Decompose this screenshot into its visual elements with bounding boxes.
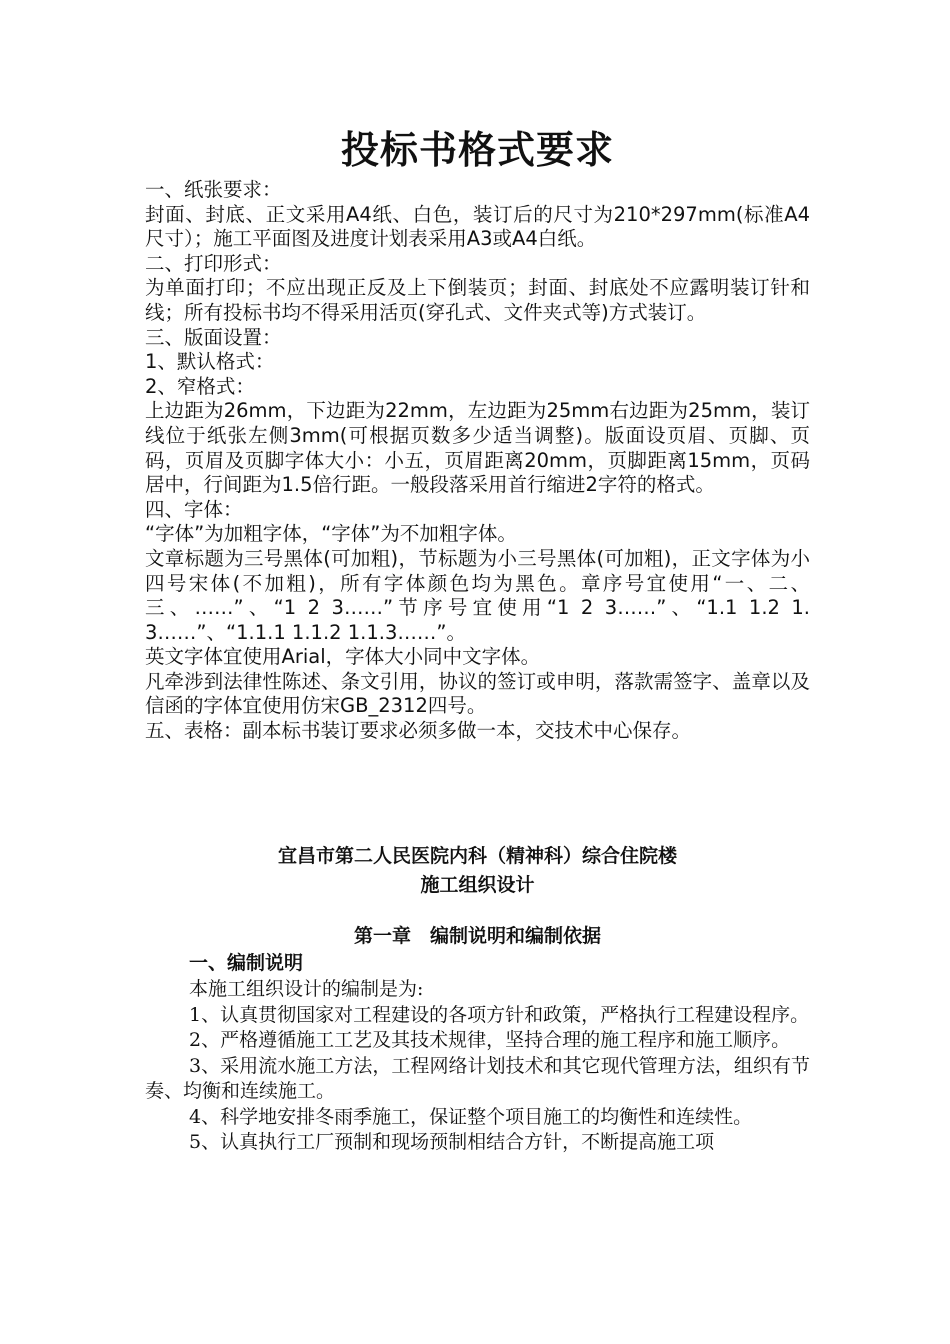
item-narrow-format: 2、窄格式： [145, 374, 255, 398]
item-default-format: 1、默认格式： [145, 350, 275, 374]
project-subtitle: 施工组织设计 [420, 874, 535, 896]
doc-title: 投标书格式要求 [340, 128, 614, 172]
paragraph-item-3: 3、采用流水施工方法，工程网络计划技术和其它现代管理方法，组织有节奏、均衡和连续施工。 [145, 1054, 810, 1102]
heading-tables: 五、表格：副本标书装订要求必须多做一本，交技术中心保存。 [145, 719, 692, 743]
project-title: 宜昌市第二人民医院内科（精神科）综合住院楼 [277, 845, 677, 867]
heading-fonts: 四、字体： [145, 497, 243, 521]
bid-format-requirements [145, 124, 810, 744]
paragraph-paper: 封面、封底、正文采用A4纸、白色，装订后的尺寸为210*297mm(标准A4尺寸）；施工平面图及进度计划表采用A3或A4白纸。 [145, 202, 810, 251]
heading-layout: 三、版面设置： [145, 325, 282, 349]
paragraph-legal-font: 凡牵涉到法律性陈述、条文引用，协议的签订或申明，落款需签字、盖章以及信函的字体宜使用仿宋GB_2312四号。 [145, 669, 810, 718]
paragraph-intro: 本施工组织设计的编制是为: [189, 978, 424, 1000]
paragraph-english-font: 英文字体宜使用Arial，字体大小同中文字体。 [145, 645, 541, 669]
heading-printing: 二、打印形式： [145, 251, 282, 275]
paragraph-item-2: 2、严格遵循施工工艺及其技术规律，坚持合理的施工程序和施工顺序。 [189, 1029, 791, 1051]
paragraph-item-1: 1、认真贯彻国家对工程建设的各项方针和政策，严格执行工程建设程序。 [189, 1003, 810, 1026]
paragraph-item-4: 4、科学地安排冬雨季施工，保证整个项目施工的均衡性和连续性。 [189, 1105, 753, 1128]
chapter-title: 第一章 编制说明和编制依据 [353, 925, 601, 947]
section-title: 一、编制说明 [189, 952, 304, 974]
paragraph-font-sizes: 文章标题为三号黑体(可加粗)，节标题为小三号黑体(可加粗)，正文字体为小四号宋体(不加粗)，所有字体颜色均为黑色。章序号宜使用“一、二、三、……”、“1 2 3……”节序号宜使用“1 2 3……”、“1.1 1.2 1.3……”、“1.1.1 1.1.2 1.1.3……”。 [145, 546, 810, 644]
paragraph-margins: 上边距为26mm，下边距为22mm，左边距为25mm右边距为25mm，装订线位于纸张左侧3mm(可根据页数多少适当调整)。版面设页眉、页脚、页码，页眉及页脚字体大小：小五，页眉距离20mm，页脚距离15mm，页码居中，行间距为1.5倍行距。一般段落采用首行缩进2字符的格式。 [145, 399, 810, 497]
paragraph-item-5: 5、认真执行工厂预制和现场预制相结合方针，不断提高施工项 [189, 1131, 715, 1153]
heading-paper: 一、纸张要求： [145, 178, 282, 201]
paragraph-printing: 为单面打印；不应出现正反及上下倒装页；封面、封底处不应露明装订针和线；所有投标书均不得采用活页(穿孔式、文件夹式等)方式装订。 [145, 276, 810, 324]
paragraph-font-bold: “字体”为加粗字体，“字体”为不加粗字体。 [145, 522, 517, 546]
construction-design-section [145, 842, 810, 1156]
